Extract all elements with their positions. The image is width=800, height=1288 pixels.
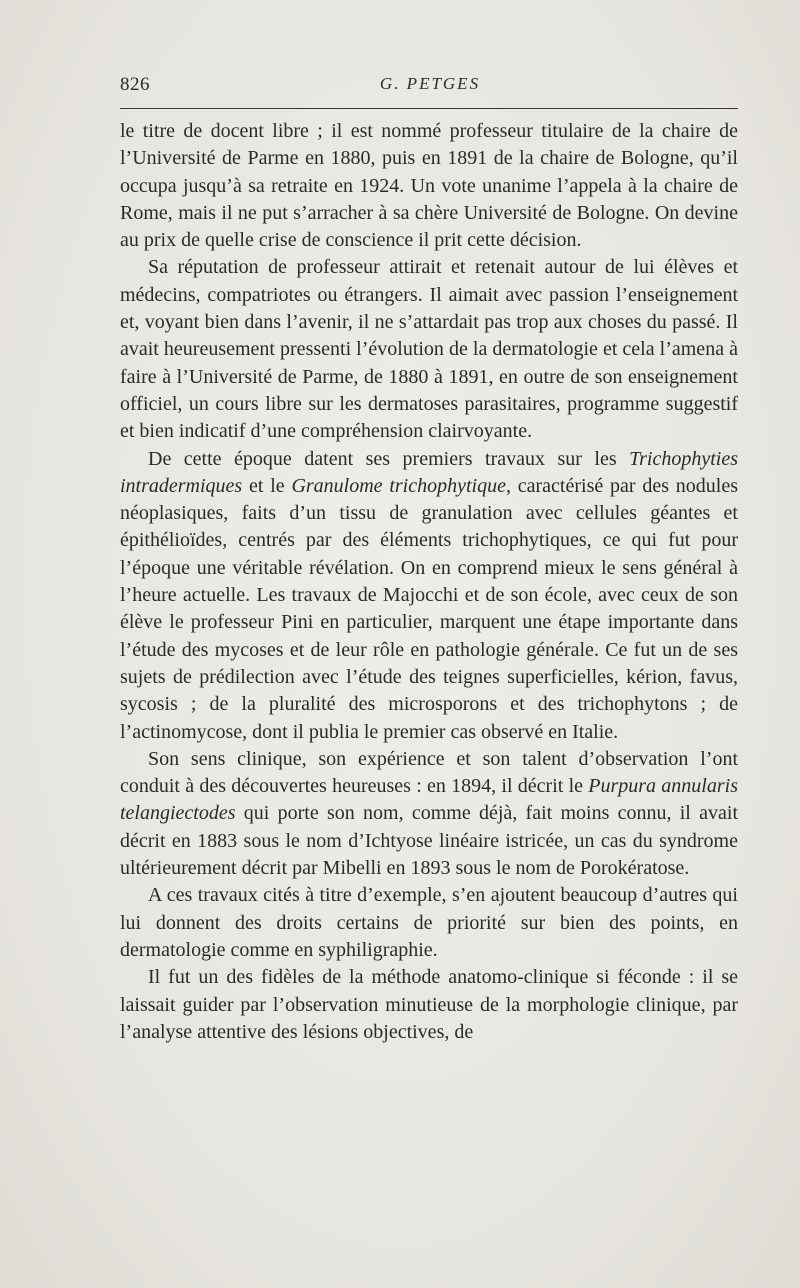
text-run: A ces travaux cités à titre d’exemple, s’en ajoutent beaucoup d’autres qui lui donnent des droits certains de priorité sur bien des points, en dermatologie comme en syphiligraphie.: [120, 884, 738, 961]
text-run: Son sens clinique, son expérience et son talent d’observation l’ont conduit à des découvertes heureuses : en 1894, il décrit le: [120, 747, 738, 798]
page-header: [120, 74, 740, 104]
text-run: le titre de docent libre ; il est nommé professeur titulaire de la chaire de l’Université de Parme en 1880, puis en 1891 de la chaire de Bologne, qu’il occupa jusqu’à sa retraite en 1924. Un vote unanime l’appela à la chaire de Rome, mais il ne put s’arracher à sa chère Université de Bologne. On devine au prix de quelle crise de conscience il prit cette décision.: [120, 120, 738, 252]
text-run: et le: [242, 474, 292, 497]
italic-title-run: Granulome trichophytique: [291, 474, 506, 497]
italic-title-run: Purpura annularis telangiectodes: [120, 775, 738, 825]
italic-title-run: Trichophyties intradermiques: [120, 447, 738, 497]
running-title: G. PETGES: [379, 74, 481, 93]
text-run: Il fut un des fidèles de la méthode anatomo-clinique si féconde : il se laissait guider par l’observation minutieuse de la morphologie clinique, par l’analyse attentive des lésions objectives, de: [120, 966, 738, 1043]
text-run: Sa réputation de professeur attirait et retenait autour de lui élèves et médecins, compatriotes ou étrangers. Il aimait avec passion l’enseignement et, voyant bien dans l’avenir, il ne s’attardait pas trop aux choses du passé. Il avait heureusement pressenti l’évolution de la dermatologie et cela l’amena à faire à l’Université de Parme, de 1880 à 1891, en outre de son enseignement officiel, un cours libre sur les dermatoses parasitaires, programme suggestif et bien indicatif d’une compréhension clairvoyante.: [120, 256, 738, 443]
page-number: 826: [120, 74, 150, 95]
text-run: qui porte son nom, comme déjà, fait moins connu, il avait décrit en 1883 sous le nom d’Ichtyose linéaire istricée, un cas du syndrome ultérieurement décrit par Mibelli en 1893 sous le nom de Porokératose.: [120, 802, 738, 880]
text-run: De cette époque datent ses premiers travaux sur les: [148, 447, 630, 470]
body-text: [120, 118, 738, 1046]
paragraph: [120, 964, 738, 1046]
header-rule: [120, 108, 738, 109]
paragraph: [120, 446, 738, 746]
paragraph: [120, 254, 738, 445]
paragraph: [120, 118, 738, 254]
text-run: , caractérisé par des nodules néoplasiques, faits d’un tissu de granulation avec cellules géantes et épithélioïdes, centrés par des éléments trichophytiques, ce qui fut pour l’époque une véritable révélation. On en comprend mieux le sens général à l’heure actuelle. Les travaux de Majocchi et de son école, avec ceux de son élève le professeur Pini en particulier, marquent une étape importante dans l’étude des mycoses et de leur rôle en pathologie générale. Ce fut un de ses sujets de prédilection avec l’étude des teignes superficielles, kérion, favus, sycosis ; de la pluralité des microsporons et des trichophytons ; de l’actinomycose, dont il publia le premier cas observé en Italie.: [120, 474, 738, 743]
paragraph: [120, 882, 738, 964]
paragraph: [120, 746, 738, 882]
